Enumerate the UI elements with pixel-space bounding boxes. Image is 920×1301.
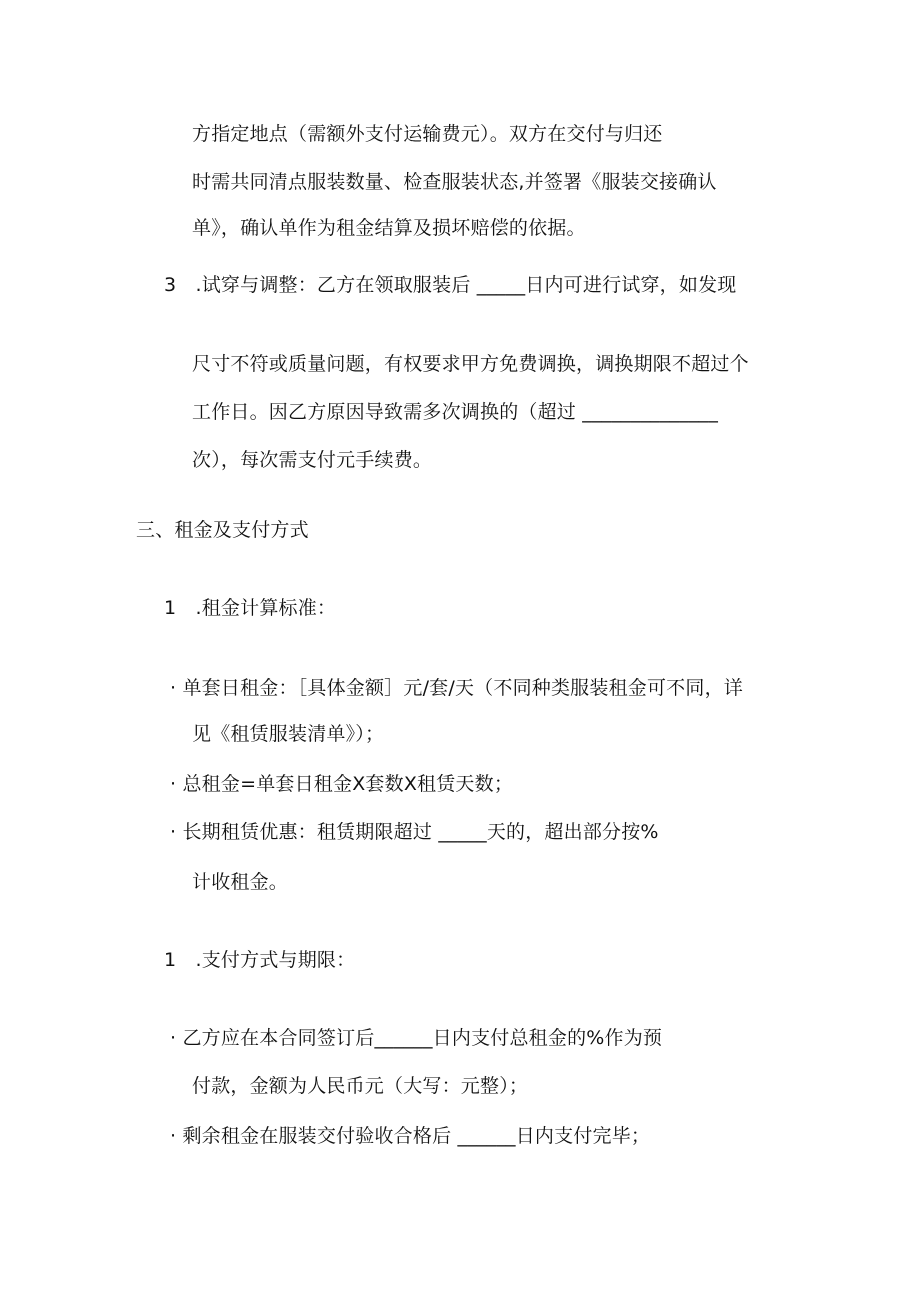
bullet-item: · 单套日租金：［具体金额］元/套/天（不同种类服装租金可不同，详 xyxy=(170,677,743,699)
paragraph-line: 单》，确认单作为租金结算及损坏赔偿的依据。 xyxy=(192,217,586,239)
bullet-item: · 长期租赁优惠：租赁期限超过 _____天的，超出部分按% xyxy=(170,821,659,843)
paragraph-line: 次），每次需支付元手续费。 xyxy=(192,449,433,471)
paragraph-line: 时需共同清点服装数量、检查服装状态,并签署《服装交接确认 xyxy=(192,171,717,193)
paragraph-line: 工作日。因乙方原因导致需多次调换的（超过 ______________ xyxy=(192,401,719,423)
list-item-1: 1 .支付方式与期限： xyxy=(164,949,356,971)
paragraph-line: 尺寸不符或质量问题，有权要求甲方免费调换，调换期限不超过个 xyxy=(192,353,749,375)
bullet-item: · 乙方应在本合同签订后______日内支付总租金的%作为预 xyxy=(170,1027,663,1049)
list-item-3: 3 .试穿与调整：乙方在领取服装后 _____日内可进行试穿，如发现 xyxy=(164,274,737,296)
section-heading: 三、租金及支付方式 xyxy=(136,519,309,541)
paragraph-line: 方指定地点（需额外支付运输费元）。双方在交付与归还 xyxy=(192,123,663,145)
bullet-item: · 剩余租金在服装交付验收合格后 ______日内支付完毕； xyxy=(170,1125,651,1147)
paragraph-line: 付款，金额为人民币元（大写：元整）； xyxy=(192,1075,529,1097)
bullet-item: · 总租金=单套日租金X套数X租赁天数； xyxy=(170,773,514,795)
list-item-1: 1 .租金计算标准： xyxy=(164,597,337,619)
paragraph-line: 计收租金。 xyxy=(192,871,289,893)
paragraph-line: 见《租赁服装清单》）； xyxy=(192,723,385,745)
